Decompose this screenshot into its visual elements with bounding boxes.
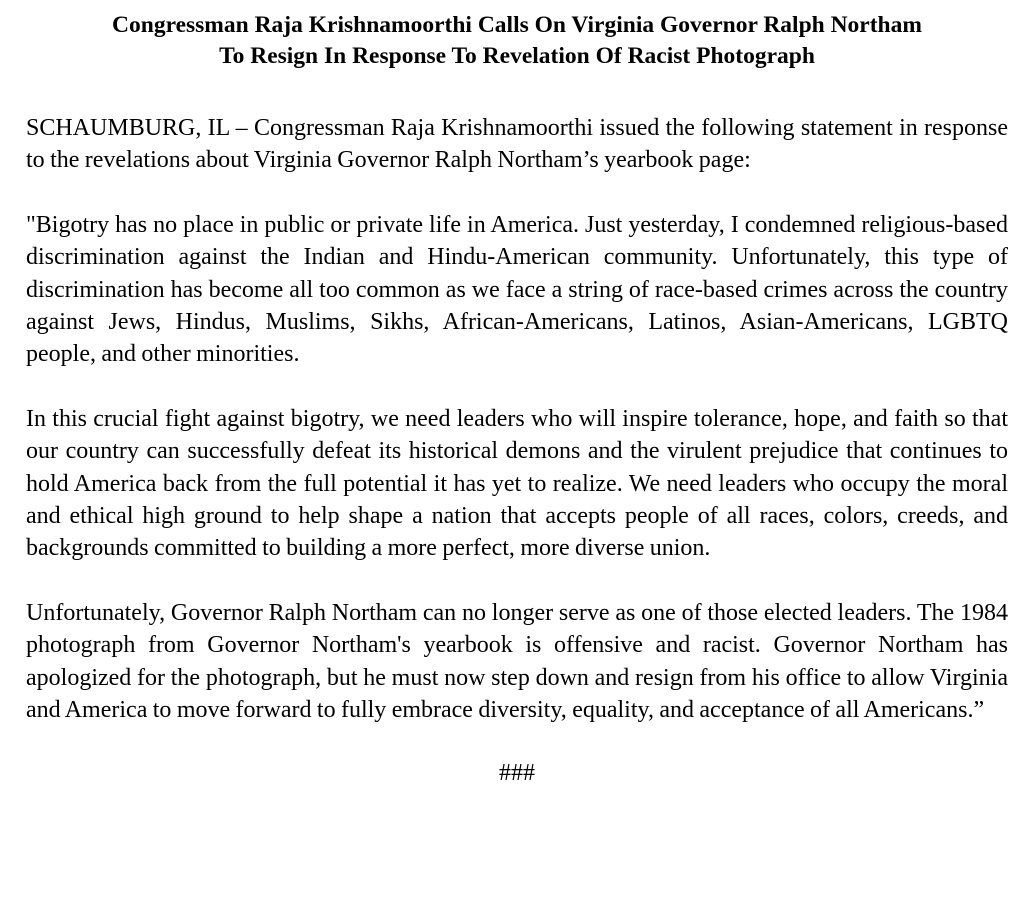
statement-paragraph-1: "Bigotry has no place in public or private life in America. Just yesterday, I condemned religious-based discrimination against the Indian and Hindu-American community. Unfortunately, this type of discrimination has become all too common as we face a string of race-based crimes across the country against Jews, Hindus, Muslims, Sikhs, African-Americans, Latinos, Asian-Americans, LGBTQ people, and other minorities. [26, 211, 1008, 368]
headline-line-2: To Resign In Response To Revelation Of Racist Photograph [219, 43, 815, 69]
end-mark: ### [499, 759, 535, 786]
press-release [26, 10, 1008, 789]
statement-paragraph-2: In this crucial fight against bigotry, we need leaders who will inspire tolerance, hope, and faith so that our country can successfully defeat its historical demons and the virulent prejudice that continues to hold America back from the full potential it has yet to realize. We need leaders who occupy the moral and ethical high ground to help shape a nation that accepts people of all races, colors, creeds, and backgrounds committed to building a more perfect, more diverse union. [26, 405, 1008, 562]
statement-paragraph-3: Unfortunately, Governor Ralph Northam can no longer serve as one of those elected leaders. The 1984 photograph from Governor Northam's yearbook is offensive and racist. Governor Northam has apologized for the photograph, but he must now step down and resign from his office to allow Virginia and America to move forward to fully embrace diversity, equality, and acceptance of all Americans.” [26, 599, 1008, 724]
headline [26, 10, 1008, 72]
dateline-paragraph: SCHAUMBURG, IL – Congressman Raja Krishnamoorthi issued the following statement in response to the revelations about Virginia Governor Ralph Northam’s yearbook page: [26, 115, 1008, 174]
headline-line-1: Congressman Raja Krishnamoorthi Calls On Virginia Governor Ralph Northam [112, 12, 922, 38]
